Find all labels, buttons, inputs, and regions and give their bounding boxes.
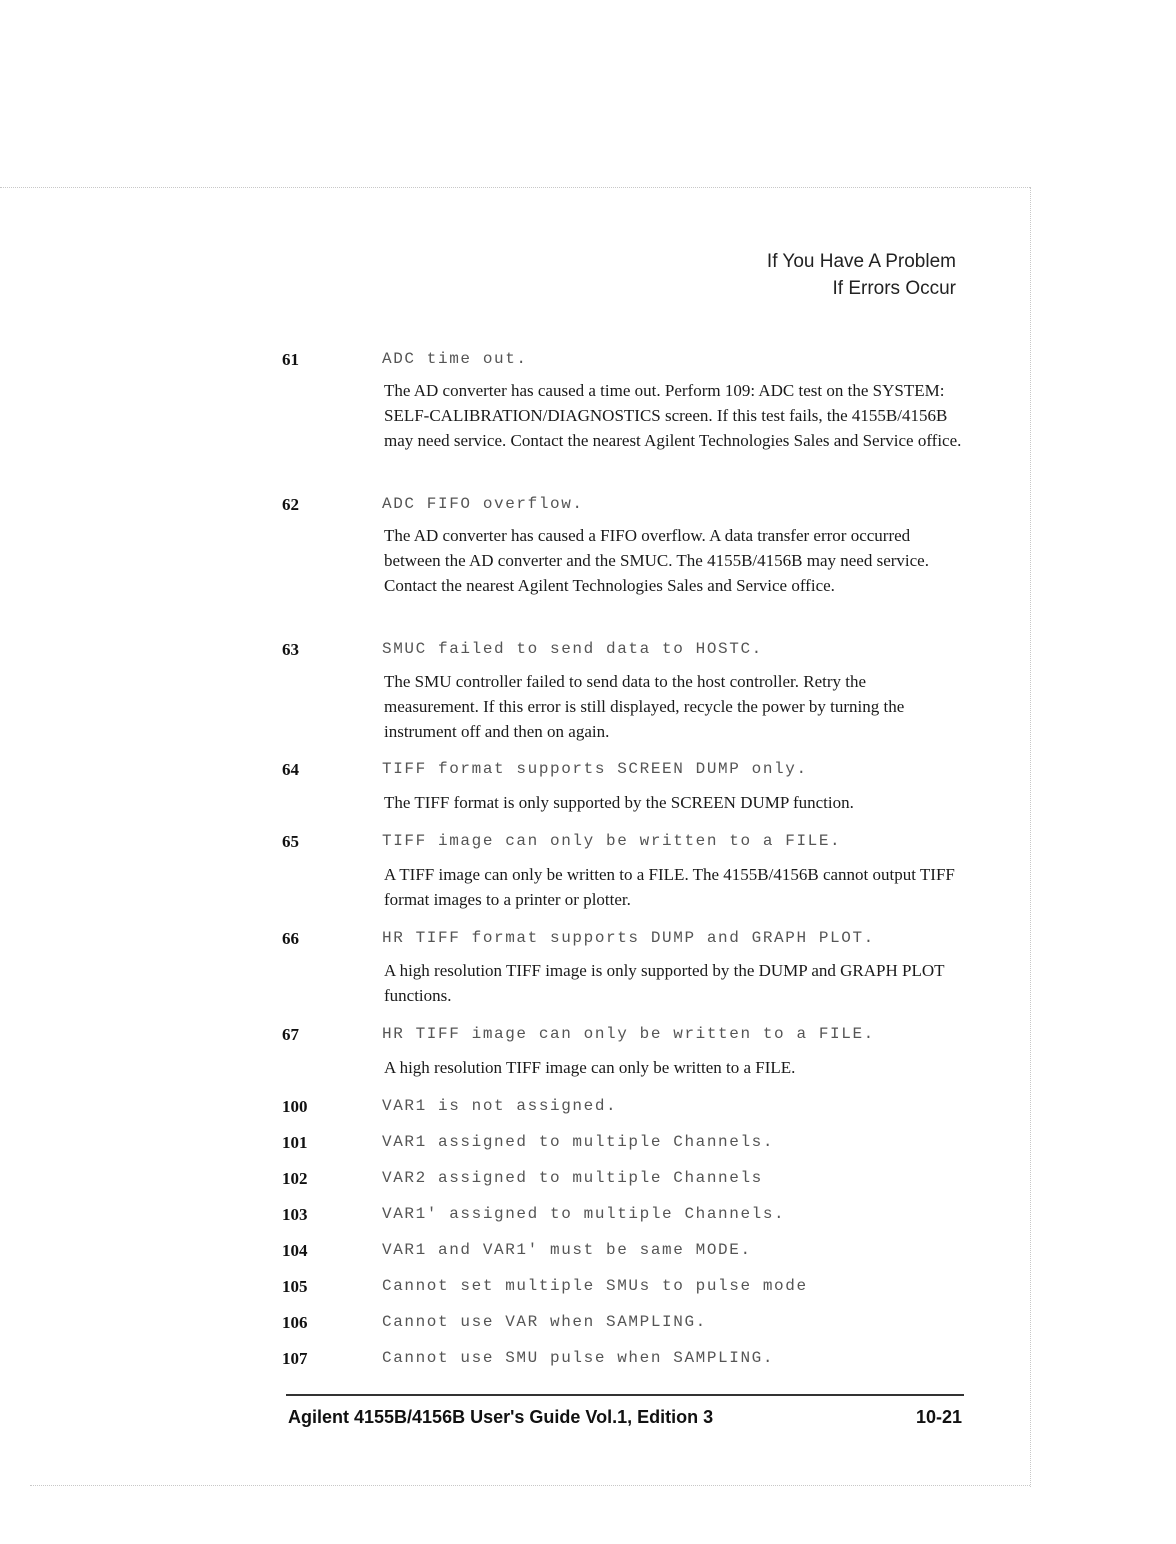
error-message: VAR1 assigned to multiple Channels. [382,1133,775,1151]
error-description: A high resolution TIFF image can only be written to a FILE. [384,1058,796,1077]
error-code: 106 [282,1313,308,1332]
error-message: Cannot set multiple SMUs to pulse mode [382,1277,808,1295]
error-message: VAR1' assigned to multiple Channels. [382,1205,786,1223]
error-message: VAR1 is not assigned. [382,1097,618,1115]
error-description: A TIFF image can only be written to a FILE. The 4155B/4156B cannot output TIFF format images to a printer or plotter. [384,865,955,909]
running-header [767,248,956,302]
error-code: 102 [282,1169,308,1188]
error-message: HR TIFF format supports DUMP and GRAPH PLOT. [382,929,875,947]
error-message: HR TIFF image can only be written to a FILE. [382,1025,875,1043]
footer-divider [286,1394,964,1396]
error-description: The AD converter has caused a time out. Perform 109: ADC test on the SYSTEM: SELF-CALIBRATION/DIAGNOSTICS screen. If this test fails, the 4155B/4156B may need service. Contact the nearest Agilent Technologies Sales and Service office. [384,381,962,450]
error-message: VAR2 assigned to multiple Channels [382,1169,763,1187]
footer-title: Agilent 4155B/4156B User's Guide Vol.1, Edition 3 [288,1407,714,1427]
error-code: 67 [282,1025,299,1044]
error-description: A high resolution TIFF image is only supported by the DUMP and GRAPH PLOT functions. [384,961,945,1005]
error-code: 103 [282,1205,308,1224]
error-description: The TIFF format is only supported by the SCREEN DUMP function. [384,793,854,812]
error-code: 66 [282,929,299,948]
error-code: 105 [282,1277,308,1296]
error-code: 65 [282,832,299,851]
error-description: The AD converter has caused a FIFO overflow. A data transfer error occurred between the AD converter and the SMUC. The 4155B/4156B may need service. Contact the nearest Agilent Technologies Sales and Service office. [384,526,929,595]
error-description: The SMU controller failed to send data to the host controller. Retry the measurement. If this error is still displayed, recycle the power by turning the instrument off and then on again. [384,672,905,741]
error-message: SMUC failed to send data to HOSTC. [382,640,763,658]
error-message: VAR1 and VAR1' must be same MODE. [382,1241,752,1259]
error-code: 107 [282,1349,308,1368]
error-code: 64 [282,760,299,779]
scan-edge-top [0,187,1030,188]
error-message: Cannot use VAR when SAMPLING. [382,1313,707,1331]
error-message: ADC FIFO overflow. [382,495,584,513]
error-code: 101 [282,1133,308,1152]
page-number: 10-21 [915,1407,962,1427]
subsection-title: If Errors Occur [832,278,956,299]
error-message: TIFF image can only be written to a FILE. [382,832,842,850]
section-title: If You Have A Problem [766,251,956,272]
error-code: 100 [282,1097,308,1116]
error-code: 104 [282,1241,308,1260]
error-code: 63 [282,640,299,659]
scan-edge-bottom [30,1485,1030,1486]
error-code: 62 [282,495,299,514]
scan-edge-right [1030,187,1031,1487]
error-code: 61 [282,350,299,369]
error-message: TIFF format supports SCREEN DUMP only. [382,760,808,778]
error-message: Cannot use SMU pulse when SAMPLING. [382,1349,775,1367]
error-message: ADC time out. [382,350,528,368]
